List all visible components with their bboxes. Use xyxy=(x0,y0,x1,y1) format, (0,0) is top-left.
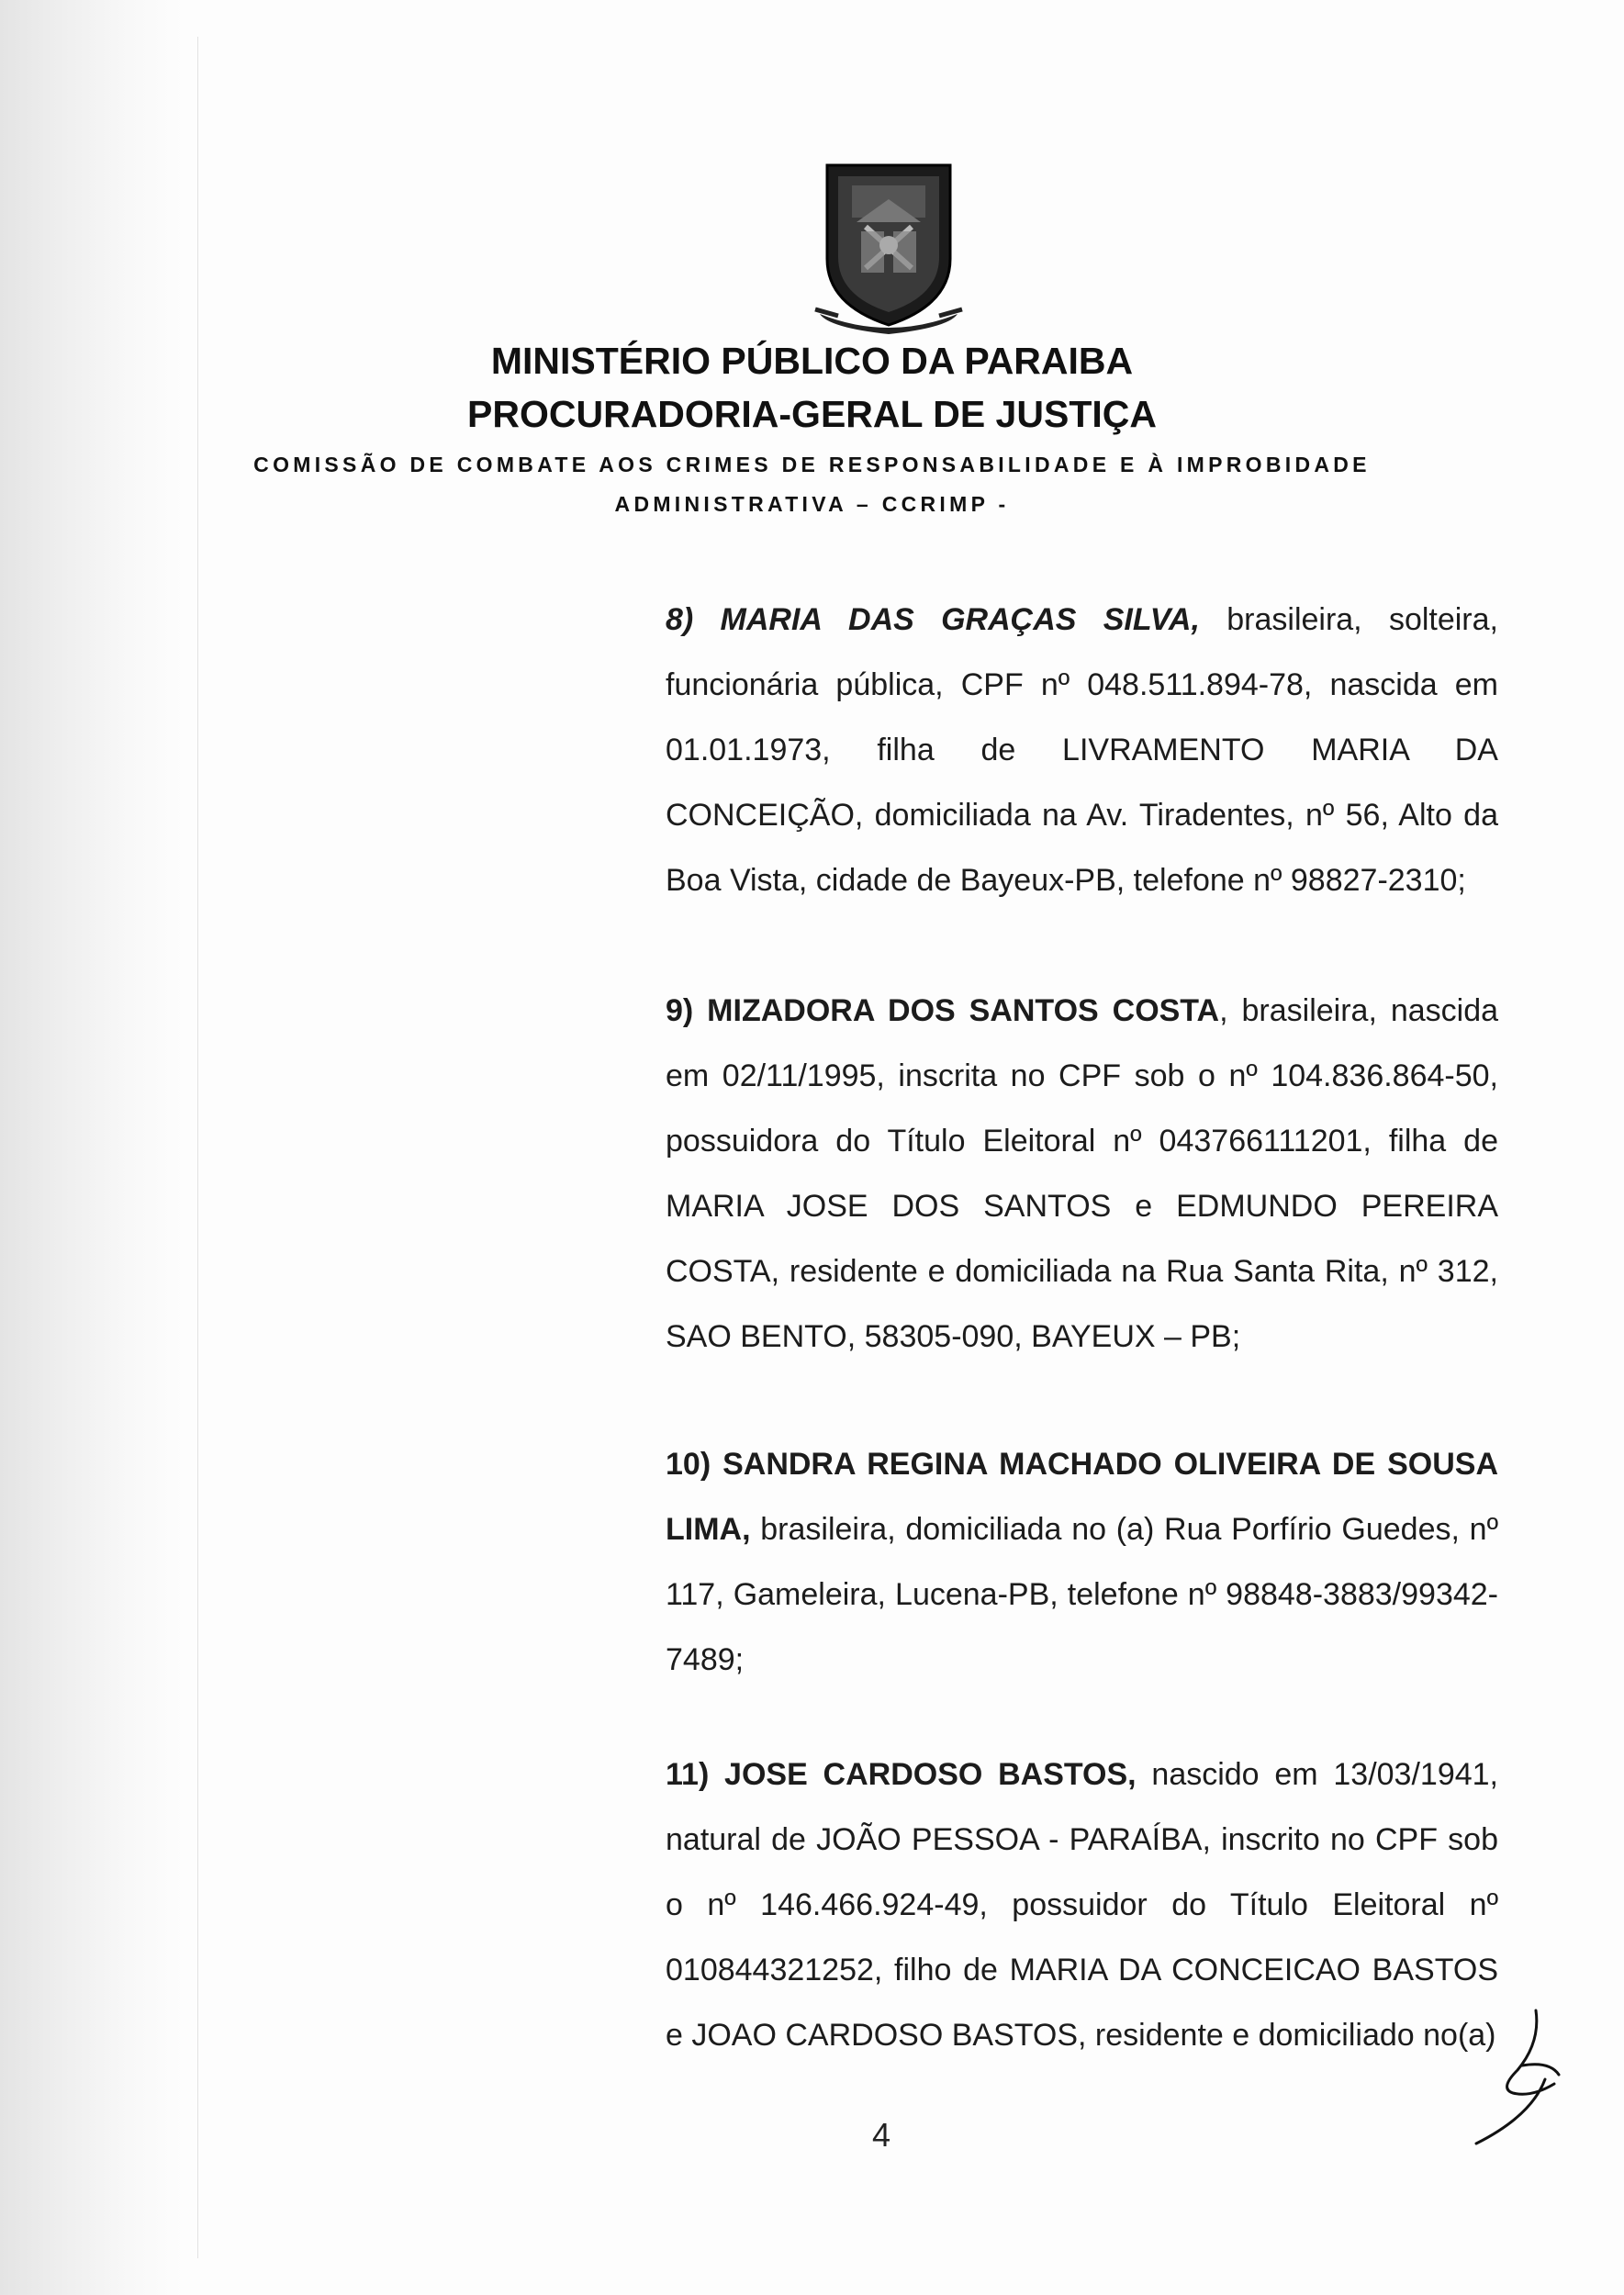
page-number: 4 xyxy=(871,2116,891,2154)
entry-9 xyxy=(666,979,1498,1370)
entry-details: , brasileira, nascida em 02/11/1995, inscrita no CPF sob o nº 104.836.864-50, possuidora do Título Eleitoral nº 043766111201, filha de MARIA JOSE DOS SANTOS e EDMUNDO PEREIRA COSTA, residente e domiciliada na Rua Santa Rita, nº 312, SAO BENTO, 58305-090, BAYEUX – PB; xyxy=(666,993,1499,1354)
entry-details: brasileira, solteira, funcionária pública, CPF nº 048.511.894-78, nascida em 01.01.1973, filha de LIVRAMENTO MARIA DA CONCEIÇÃO, domiciliada na Av. Tiradentes, nº 56, Alto da Boa Vista, cidade de Bayeux-PB, telefone nº 98827-2310; xyxy=(666,602,1498,898)
header-procuradoria: PROCURADORIA-GERAL DE JUSTIÇA xyxy=(467,393,1157,435)
entry-10 xyxy=(666,1432,1498,1693)
entry-number: 11) xyxy=(666,1757,710,1792)
header-commission-cont: ADMINISTRATIVA – CCRIMP - xyxy=(614,492,1010,516)
coat-of-arms-icon xyxy=(811,158,967,337)
entry-details: nascido em 13/03/1941, natural de JOÃO PESSOA - PARAÍBA, inscrito no CPF sob o nº 146.466.924-49, possuidor do Título Eleitoral nº 010844321252, filho de MARIA DA CONCEICAO BASTOS e JOAO CARDOSO BASTOS, residente e domiciliado no(a) xyxy=(666,1757,1498,2053)
entry-name: MARIA DAS GRAÇAS SILVA, xyxy=(720,602,1200,637)
entry-details: brasileira, domiciliada no (a) Rua Porfírio Guedes, nº 117, Gameleira, Lucena-PB, telefone nº 98848-3883/99342-7489; xyxy=(666,1512,1498,1677)
entry-number: 10) xyxy=(666,1447,711,1482)
entry-name: MIZADORA DOS SANTOS COSTA xyxy=(707,993,1220,1028)
entry-number: 8) xyxy=(666,602,694,637)
header-ministry: MINISTÉRIO PÚBLICO DA PARAIBA xyxy=(490,340,1134,382)
entry-11 xyxy=(666,1742,1498,2068)
header-commission: COMISSÃO DE COMBATE AOS CRIMES DE RESPONSABILIDADE E À IMPROBIDADE xyxy=(253,453,1371,476)
entry-number: 9) xyxy=(666,993,694,1028)
entry-name: JOSE CARDOSO BASTOS, xyxy=(724,1757,1137,1792)
entry-name: SANDRA REGINA MACHADO OLIVEIRA DE SOUSA LIMA, xyxy=(666,1447,1498,1547)
entry-8 xyxy=(666,588,1498,913)
